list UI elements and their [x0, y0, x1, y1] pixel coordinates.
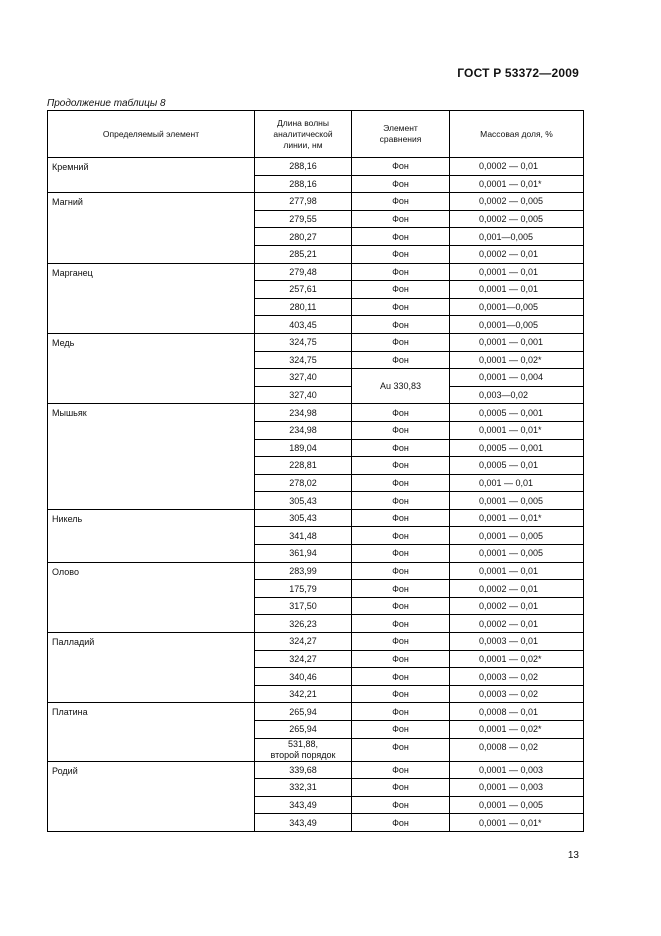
- reference-element-cell: Фон: [352, 228, 450, 246]
- reference-element-cell: Фон: [352, 562, 450, 580]
- table-row: [48, 263, 584, 281]
- wavelength-cell: 265,94: [255, 703, 352, 721]
- mass-fraction-cell: 0,0001 — 0,004: [450, 369, 584, 387]
- reference-element-cell: Фон: [352, 615, 450, 633]
- wavelength-cell: 340,46: [255, 668, 352, 686]
- reference-element-cell: Фон: [352, 668, 450, 686]
- column-header-reference: Элемент сравнения: [352, 111, 450, 158]
- wavelength-cell: 278,02: [255, 474, 352, 492]
- wavelength-cell: 403,45: [255, 316, 352, 334]
- wavelength-cell: 342,21: [255, 685, 352, 703]
- reference-element-cell: Фон: [352, 779, 450, 797]
- table-row: [48, 404, 584, 422]
- mass-fraction-cell: 0,0001 — 0,01*: [450, 421, 584, 439]
- mass-fraction-cell: 0,0002 — 0,005: [450, 210, 584, 228]
- mass-fraction-cell: 0,0001 — 0,01*: [450, 509, 584, 527]
- reference-element-cell: Фон: [352, 298, 450, 316]
- reference-element-cell: Фон: [352, 738, 450, 761]
- table-row: [48, 562, 584, 580]
- mass-fraction-cell: 0,0001 — 0,01: [450, 562, 584, 580]
- mass-fraction-cell: 0,0003 — 0,02: [450, 668, 584, 686]
- mass-fraction-cell: 0,0001 — 0,005: [450, 545, 584, 563]
- mass-fraction-cell: 0,0001 — 0,02*: [450, 650, 584, 668]
- reference-element-cell: Фон: [352, 509, 450, 527]
- reference-element-cell: Фон: [352, 281, 450, 299]
- element-name-cell: Платина: [48, 703, 255, 761]
- mass-fraction-cell: 0,003—0,02: [450, 386, 584, 404]
- wavelength-cell: 343,49: [255, 814, 352, 832]
- wavelength-cell: 280,11: [255, 298, 352, 316]
- wavelength-cell: 189,04: [255, 439, 352, 457]
- wavelength-cell: 327,40: [255, 386, 352, 404]
- table-row: [48, 703, 584, 721]
- wavelength-cell: 279,48: [255, 263, 352, 281]
- wavelength-cell: 324,27: [255, 633, 352, 651]
- reference-element-cell: Фон: [352, 796, 450, 814]
- mass-fraction-cell: 0,0001—0,005: [450, 316, 584, 334]
- table-row: [48, 193, 584, 211]
- wavelength-cell: 257,61: [255, 281, 352, 299]
- mass-fraction-cell: 0,0002 — 0,01: [450, 597, 584, 615]
- data-table: [47, 110, 584, 832]
- wavelength-cell: 324,75: [255, 351, 352, 369]
- element-name-cell: Кремний: [48, 158, 255, 193]
- page-number: 13: [567, 850, 579, 861]
- mass-fraction-cell: 0,0002 — 0,01: [450, 158, 584, 176]
- reference-element-cell: Фон: [352, 527, 450, 545]
- mass-fraction-cell: 0,0001 — 0,01*: [450, 175, 584, 193]
- mass-fraction-cell: 0,0008 — 0,01: [450, 703, 584, 721]
- column-header-mass-fraction: Массовая доля, %: [450, 111, 584, 158]
- mass-fraction-cell: 0,0001 — 0,005: [450, 527, 584, 545]
- wavelength-cell: 234,98: [255, 421, 352, 439]
- mass-fraction-cell: 0,0001 — 0,005: [450, 796, 584, 814]
- column-header-element: Определяемый элемент: [48, 111, 255, 158]
- wavelength-cell: 324,27: [255, 650, 352, 668]
- table-body: [48, 158, 584, 832]
- wavelength-cell: 175,79: [255, 580, 352, 598]
- wavelength-cell: 277,98: [255, 193, 352, 211]
- reference-element-cell: Фон: [352, 474, 450, 492]
- reference-element-cell: Фон: [352, 545, 450, 563]
- mass-fraction-cell: 0,0001 — 0,003: [450, 761, 584, 779]
- reference-element-cell: Фон: [352, 597, 450, 615]
- reference-element-cell: Фон: [352, 351, 450, 369]
- wavelength-cell: 285,21: [255, 245, 352, 263]
- table-row: [48, 633, 584, 651]
- element-name-cell: Медь: [48, 333, 255, 403]
- element-name-cell: Магний: [48, 193, 255, 263]
- element-name-cell: Мышьяк: [48, 404, 255, 510]
- wavelength-cell: 283,99: [255, 562, 352, 580]
- reference-element-cell: Фон: [352, 404, 450, 422]
- reference-element-cell: Фон: [352, 316, 450, 334]
- mass-fraction-cell: 0,0001 — 0,005: [450, 492, 584, 510]
- mass-fraction-cell: 0,0005 — 0,01: [450, 457, 584, 475]
- wavelength-cell: 305,43: [255, 509, 352, 527]
- reference-element-cell: Фон: [352, 457, 450, 475]
- mass-fraction-cell: 0,0001 — 0,02*: [450, 351, 584, 369]
- wavelength-cell: 339,68: [255, 761, 352, 779]
- wavelength-cell: 265,94: [255, 721, 352, 739]
- wavelength-cell: 341,48: [255, 527, 352, 545]
- mass-fraction-cell: 0,0001 — 0,01: [450, 281, 584, 299]
- mass-fraction-cell: 0,0002 — 0,01: [450, 580, 584, 598]
- mass-fraction-cell: 0,0008 — 0,02: [450, 738, 584, 761]
- mass-fraction-cell: 0,0001 — 0,01*: [450, 814, 584, 832]
- wavelength-cell: 317,50: [255, 597, 352, 615]
- reference-element-cell: Фон: [352, 492, 450, 510]
- wavelength-cell: 326,23: [255, 615, 352, 633]
- element-name-cell: Палладий: [48, 633, 255, 703]
- reference-element-cell: Фон: [352, 175, 450, 193]
- mass-fraction-cell: 0,001 — 0,01: [450, 474, 584, 492]
- reference-element-cell: Фон: [352, 685, 450, 703]
- table-caption: Продолжение таблицы 8: [47, 98, 166, 109]
- reference-element-cell: Фон: [352, 263, 450, 281]
- mass-fraction-cell: 0,0002 — 0,01: [450, 245, 584, 263]
- column-header-wavelength: Длина волны аналитической линии, нм: [255, 111, 352, 158]
- reference-element-cell: Фон: [352, 633, 450, 651]
- mass-fraction-cell: 0,0005 — 0,001: [450, 439, 584, 457]
- table-row: [48, 761, 584, 779]
- table-header-row: [48, 111, 584, 158]
- wavelength-cell: 361,94: [255, 545, 352, 563]
- mass-fraction-cell: 0,0002 — 0,01: [450, 615, 584, 633]
- mass-fraction-cell: 0,0005 — 0,001: [450, 404, 584, 422]
- table-row: [48, 158, 584, 176]
- mass-fraction-cell: 0,0001—0,005: [450, 298, 584, 316]
- wavelength-cell: 280,27: [255, 228, 352, 246]
- reference-element-cell: Фон: [352, 245, 450, 263]
- wavelength-cell: 324,75: [255, 333, 352, 351]
- wavelength-cell: 327,40: [255, 369, 352, 387]
- wavelength-cell: 343,49: [255, 796, 352, 814]
- wavelength-cell: 288,16: [255, 158, 352, 176]
- mass-fraction-cell: 0,001—0,005: [450, 228, 584, 246]
- wavelength-cell: 332,31: [255, 779, 352, 797]
- element-name-cell: Олово: [48, 562, 255, 632]
- document-header: ГОСТ Р 53372—2009: [457, 66, 579, 80]
- reference-element-cell: Фон: [352, 650, 450, 668]
- wavelength-cell: 279,55: [255, 210, 352, 228]
- reference-element-cell: Фон: [352, 761, 450, 779]
- mass-fraction-cell: 0,0001 — 0,001: [450, 333, 584, 351]
- mass-fraction-cell: 0,0001 — 0,01: [450, 263, 584, 281]
- reference-element-cell: Фон: [352, 703, 450, 721]
- element-name-cell: Марганец: [48, 263, 255, 333]
- element-name-cell: Родий: [48, 761, 255, 831]
- reference-element-cell: Фон: [352, 439, 450, 457]
- reference-element-cell: Фон: [352, 193, 450, 211]
- mass-fraction-cell: 0,0001 — 0,02*: [450, 721, 584, 739]
- reference-element-cell: Фон: [352, 421, 450, 439]
- wavelength-cell: 228,81: [255, 457, 352, 475]
- mass-fraction-cell: 0,0003 — 0,02: [450, 685, 584, 703]
- mass-fraction-cell: 0,0001 — 0,003: [450, 779, 584, 797]
- reference-element-cell: Фон: [352, 333, 450, 351]
- wavelength-cell: 288,16: [255, 175, 352, 193]
- wavelength-cell: 531,88, второй порядок: [255, 738, 352, 761]
- table-row: [48, 333, 584, 351]
- element-name-cell: Никель: [48, 509, 255, 562]
- mass-fraction-cell: 0,0003 — 0,01: [450, 633, 584, 651]
- wavelength-cell: 234,98: [255, 404, 352, 422]
- reference-element-cell: Фон: [352, 814, 450, 832]
- wavelength-cell: 305,43: [255, 492, 352, 510]
- table-row: [48, 509, 584, 527]
- reference-element-cell: Фон: [352, 580, 450, 598]
- reference-element-cell: Фон: [352, 210, 450, 228]
- mass-fraction-cell: 0,0002 — 0,005: [450, 193, 584, 211]
- reference-element-cell: Фон: [352, 721, 450, 739]
- reference-element-cell: Au 330,83: [352, 369, 450, 404]
- reference-element-cell: Фон: [352, 158, 450, 176]
